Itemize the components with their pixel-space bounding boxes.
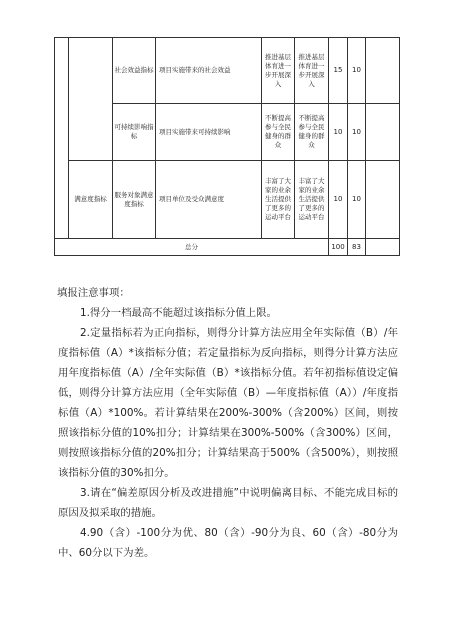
remark-cell [366, 104, 400, 161]
level3-cell: 社会效益指标 [113, 38, 156, 104]
actual-cell: 不断提高参与全民健身的群众 [295, 104, 329, 161]
content-cell: 项目实施带来的社会效益 [156, 38, 262, 104]
content-cell: 项目实施带来可持续影响 [156, 104, 262, 161]
note-item-3: 3.请在“偏差原因分析及改进措施”中说明偏离目标、不能完成目标的原因及拟采取的措施。 [58, 487, 398, 519]
level3-cell: 可持续影响指标 [113, 104, 156, 161]
target-cell: 推进基层体育进一步开展深入 [262, 38, 295, 104]
weight-cell: 10 [329, 161, 348, 239]
score-cell: 10 [348, 104, 366, 161]
target-cell: 不断提高参与全民健身的群众 [262, 104, 295, 161]
weight-cell: 10 [329, 104, 348, 161]
remark-cell [366, 161, 400, 239]
score-cell: 10 [348, 38, 366, 104]
note-item-1: 1.得分一档最高不能超过该指标分值上限。 [80, 307, 277, 319]
filling-notes [58, 283, 398, 563]
level2-cell: 满意度指标 [69, 161, 113, 239]
actual-cell: 丰富了大家的业余生活提供了更多的运动平台 [295, 161, 329, 239]
total-row [55, 239, 400, 256]
total-remark [366, 239, 400, 256]
total-label: 总分 [55, 239, 329, 256]
level2-cell [69, 38, 113, 161]
table-row [55, 38, 400, 104]
weight-cell: 15 [329, 38, 348, 104]
level3-cell: 服务对象满意度指标 [113, 161, 156, 239]
target-cell: 丰富了大家的业余生活提供了更多的运动平台 [262, 161, 295, 239]
actual-cell: 推进基层体育进一步开展深入 [295, 38, 329, 104]
total-weight: 100 [329, 239, 348, 256]
indicator-table [54, 37, 400, 256]
table-row [55, 161, 400, 239]
total-score: 83 [348, 239, 366, 256]
notes-title: 填报注意事项： [57, 287, 130, 299]
content-cell: 项目单位及受众满意度 [156, 161, 262, 239]
score-cell: 10 [348, 161, 366, 239]
note-item-2: 2.定量指标若为正向指标，则得分计算方法应用全年实际值（B）/年度指标值（A）*该指标分值；若定量指标为反向指标，则得分计算方法应用年度指标值（A）/全年实际值（B）*该指标分值。若年初指标值设定偏低，则得分计算方法应用（全年实际值（B）—年度指标值（A））/年度指标值（A）*100%。若计算结果在200%-300%（含200%）区间，则按照该指标分值的10%扣分；计算结果在300%-500%（含300%）区间，则按照该指标分值的20%扣分；计算结果高于500%（含500%），则按照该指标分值的30%扣分。 [58, 327, 398, 479]
level1-cell [55, 38, 69, 239]
note-item-4: 4.90（含）-100分为优、80（含）-90分为良、60（含）-80分为中、60分以下为差。 [58, 527, 398, 559]
remark-cell [366, 38, 400, 104]
